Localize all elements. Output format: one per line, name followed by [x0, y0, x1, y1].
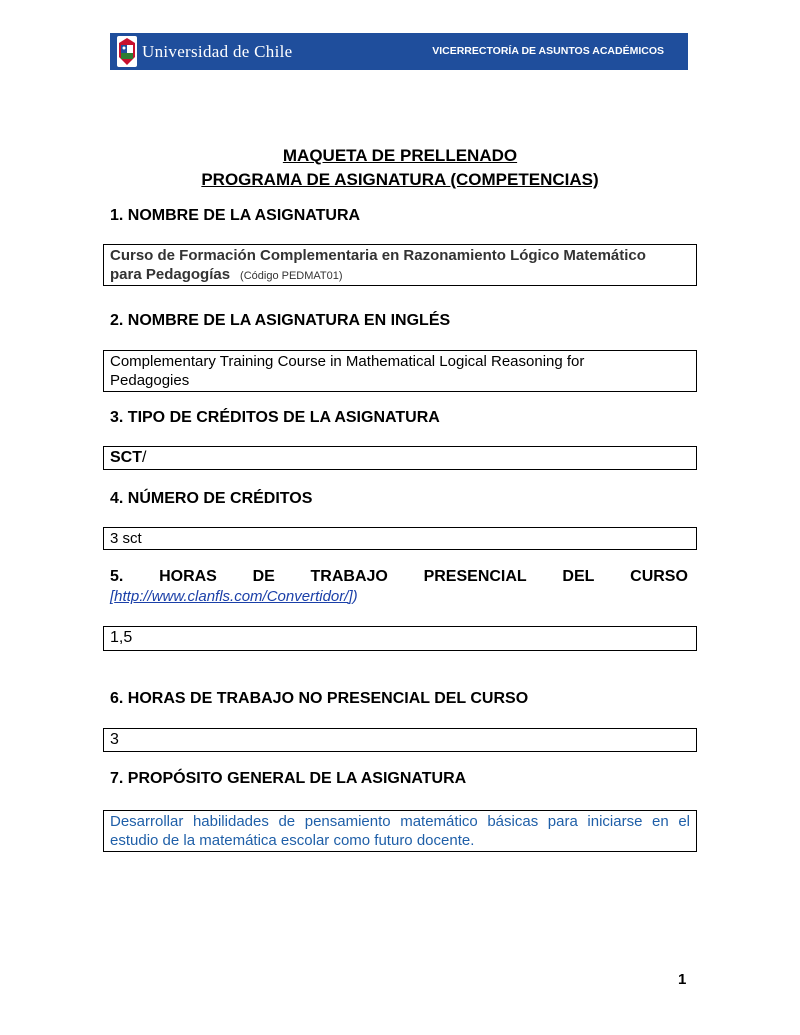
section-3-value-box: [103, 446, 697, 470]
course-code: (Código PEDMAT01): [240, 270, 343, 282]
section-2-heading: 2. NOMBRE DE LA ASIGNATURA EN INGLÉS: [110, 312, 451, 329]
section-2-value-box: [103, 350, 697, 392]
section-4-value: 3 sct: [110, 530, 142, 547]
section-7-value-box: [103, 810, 697, 852]
section-5-word: TRABAJO: [310, 568, 388, 585]
section-1-value-box: [103, 244, 697, 286]
section-5-word: DEL: [562, 568, 595, 585]
section-5-heading: [110, 568, 688, 586]
section-5-word: CURSO: [630, 568, 688, 585]
section-7-heading: 7. PROPÓSITO GENERAL DE LA ASIGNATURA: [110, 770, 467, 787]
section-5-value: 1,5: [110, 629, 133, 646]
section-5-value-box: [103, 626, 697, 651]
section-6-value-box: [103, 728, 697, 752]
section-3-value-bold: SCT: [110, 449, 142, 466]
section-5-word: DE: [252, 568, 275, 585]
university-seal-icon: [116, 35, 138, 68]
section-7-value: Desarrollar habilidades de pensamiento matemático básicas para iniciarse en el estudio de la matemática escolar como futuro docente.: [110, 813, 690, 849]
section-5-word: 5.: [110, 568, 124, 585]
section-5-word: PRESENCIAL: [423, 568, 527, 585]
section-4-value-box: [103, 527, 697, 550]
section-1-value-line2: para Pedagogías: [110, 266, 231, 283]
section-6-value: 3: [110, 731, 119, 748]
section-1-value-line1: Curso de Formación Complementaria en Razonamiento Lógico Matemático: [110, 247, 646, 264]
page-number: 1: [678, 971, 687, 988]
converter-link-line: [110, 588, 358, 605]
section-1-heading: 1. NOMBRE DE LA ASIGNATURA: [110, 207, 361, 224]
section-2-value: Complementary Training Course in Mathematical Logical Reasoning for Pedagogies: [110, 353, 585, 389]
section-4-heading: 4. NÚMERO DE CRÉDITOS: [110, 490, 313, 507]
section-6-heading: 6. HORAS DE TRABAJO NO PRESENCIAL DEL CURSO: [110, 690, 529, 707]
section-3-heading: 3. TIPO DE CRÉDITOS DE LA ASIGNATURA: [110, 409, 440, 426]
section-3-value-rest: /: [142, 449, 147, 466]
document-title-line1: MAQUETA DE PRELLENADO: [282, 146, 518, 165]
converter-link[interactable]: http://www.clanfls.com/Convertidor/: [114, 588, 349, 605]
vicerrectoria-label: VICERRECTORÍA DE ASUNTOS ACADÉMICOS: [432, 45, 664, 57]
section-5-word: HORAS: [159, 568, 217, 585]
header-banner: [110, 33, 688, 70]
university-name: Universidad de Chile: [142, 42, 293, 61]
link-close-bracket: ]): [348, 588, 358, 605]
link-open-bracket: [: [110, 588, 115, 605]
document-title-line2: PROGRAMA DE ASIGNATURA (COMPETENCIAS): [201, 170, 599, 189]
